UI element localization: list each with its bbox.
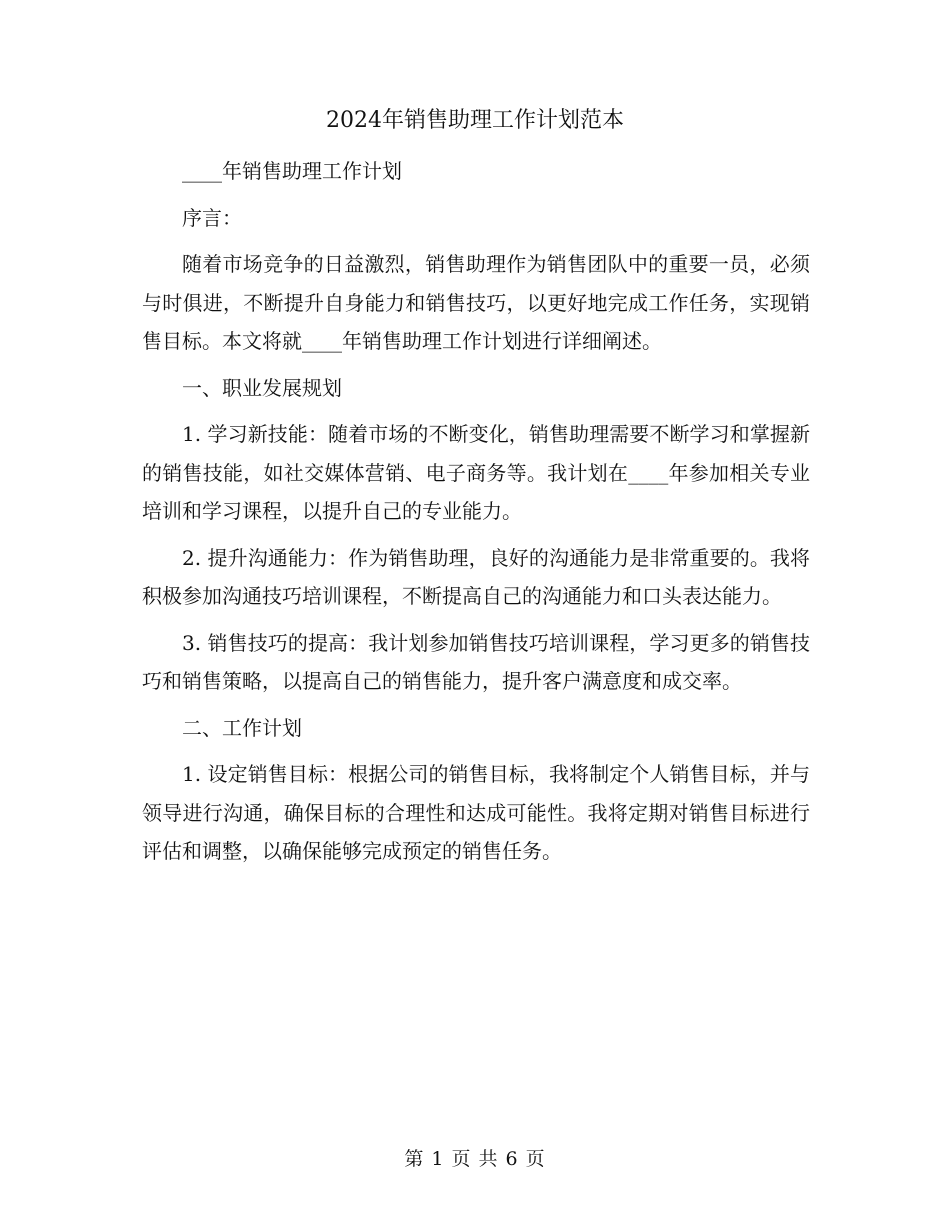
work-plan-item-1: 1. 设定销售目标：根据公司的销售目标，我将制定个人销售目标，并与领导进行沟通，确保目标的合理性和达成可能性。我将定期对销售目标进行评估和调整，以确保能够完成预定的销售任务。 (142, 762, 810, 863)
document-title: 2024年销售助理工作计划范本 (326, 108, 624, 133)
plan-heading: ____年销售助理工作计划 (182, 159, 402, 183)
career-item-1: 1. 学习新技能：随着市场的不断变化，销售助理需要不断学习和掌握新的销售技能，如社交媒体营销、电子商务等。我计划在____年参加相关专业培训和学习课程，以提升自己的专业能力。 (142, 422, 810, 523)
preface-paragraph: 随着市场竞争的日益激烈，销售助理作为销售团队中的重要一员，必须与时俱进，不断提升自身能力和销售技巧，以更好地完成工作任务，实现销售目标。本文将就____年销售助理工作计划进行详细阐述。 (142, 252, 810, 353)
preface-label: 序言： (182, 205, 242, 230)
career-item-2: 2. 提升沟通能力：作为销售助理，良好的沟通能力是非常重要的。我将积极参加沟通技巧培训课程，不断提高自己的沟通能力和口头表达能力。 (142, 545, 810, 608)
career-item-3: 3. 销售技巧的提高：我计划参加销售技巧培训课程，学习更多的销售技巧和销售策略，以提高自己的销售能力，提升客户满意度和成交率。 (142, 630, 810, 693)
document-body (142, 152, 810, 879)
page-footer: 第 1 页 共 6 页 (404, 1148, 546, 1170)
section-heading-work-plan: 二、工作计划 (182, 715, 302, 740)
section-heading-career: 一、职业发展规划 (182, 375, 342, 400)
